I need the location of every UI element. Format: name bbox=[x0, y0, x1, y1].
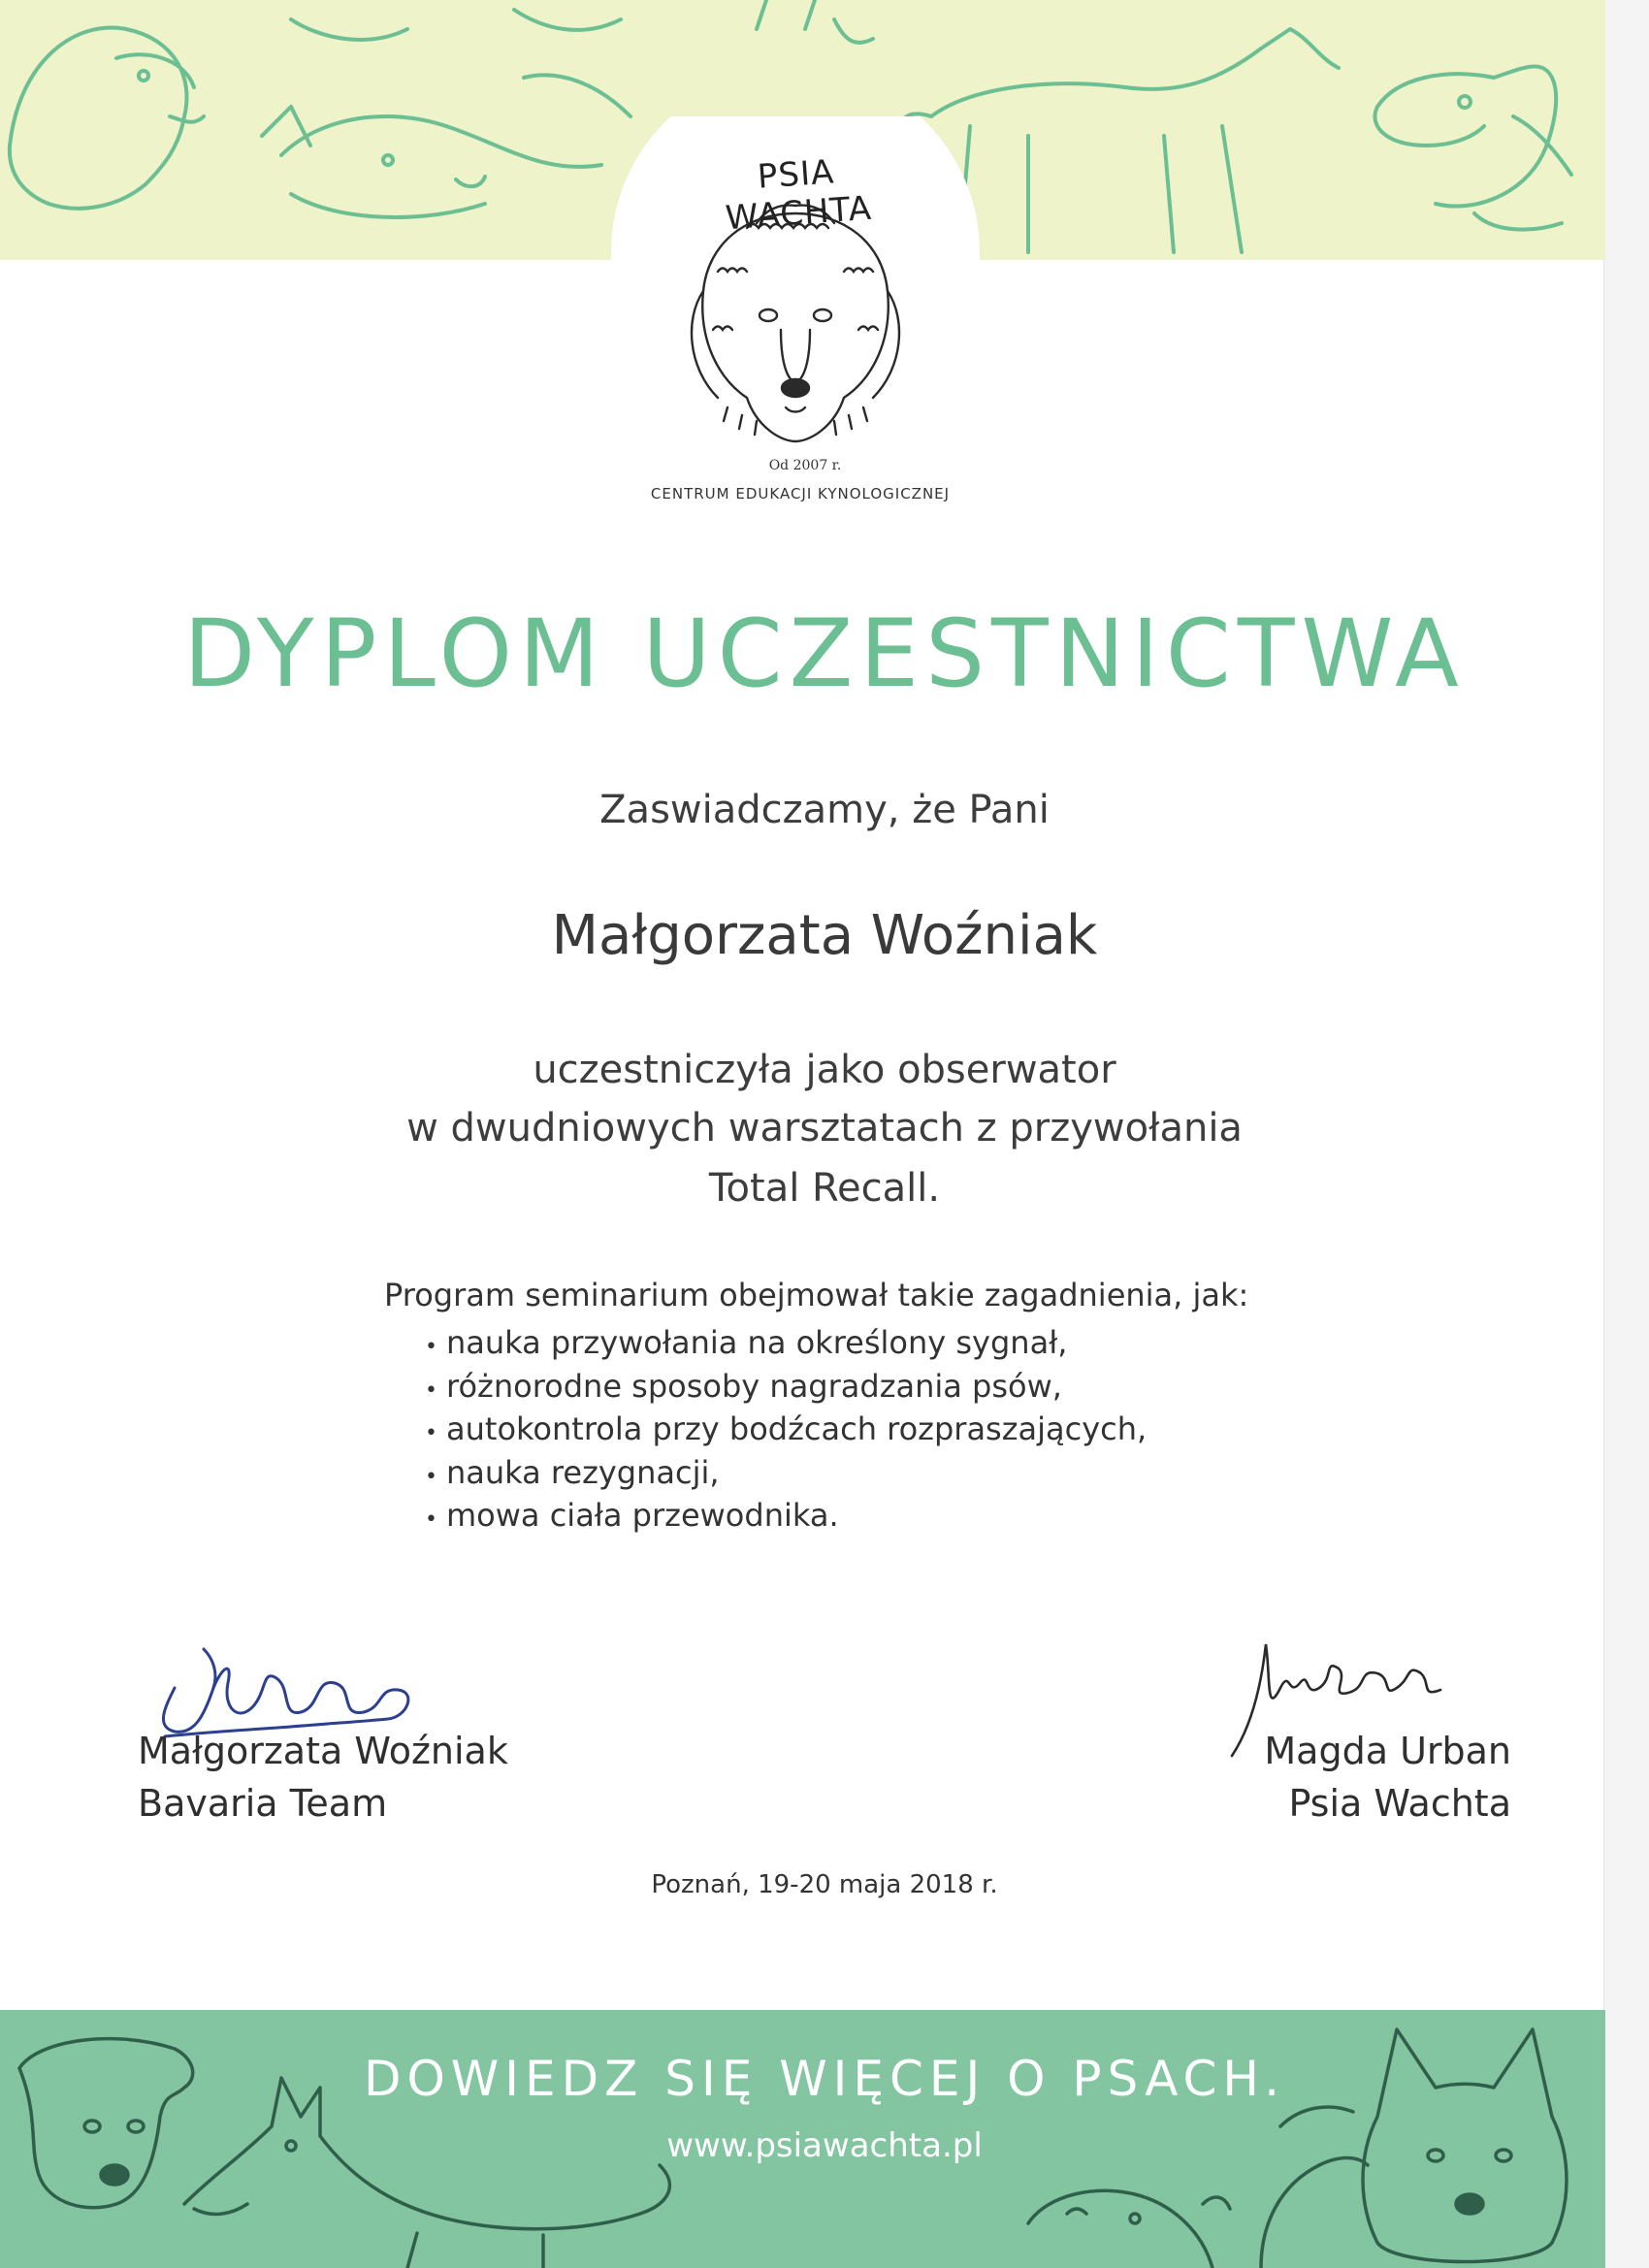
list-item bbox=[425, 1408, 1147, 1451]
bullet-icon: • bbox=[425, 1421, 437, 1445]
recipient-name: Małgorzata Woźniak bbox=[551, 904, 1098, 967]
participation-line-2: w dwudniowych warsztatach z przywołania bbox=[406, 1106, 1243, 1150]
list-item bbox=[425, 1321, 1147, 1365]
bullet-icon: • bbox=[425, 1377, 437, 1403]
participation-line-1: uczestniczyła jako obserwator bbox=[533, 1048, 1116, 1092]
signatory-right-name: Magda Urban bbox=[1264, 1730, 1511, 1772]
psia-wachta-logo bbox=[601, 116, 989, 543]
list-item bbox=[425, 1494, 1147, 1538]
topic-text: autokontrola przy bodźcach rozpraszających, bbox=[446, 1410, 1148, 1447]
bullet-icon: • bbox=[425, 1507, 437, 1532]
topic-list bbox=[425, 1321, 1147, 1538]
logo-subtitle: CENTRUM EDUKACJI KYNOLOGICZNEJ bbox=[650, 485, 951, 502]
place-date: Poznań, 19-20 maja 2018 r. bbox=[651, 1870, 998, 1899]
topic-text: mowa ciała przewodnika. bbox=[446, 1497, 839, 1534]
signatory-right-organization: Psia Wachta bbox=[1288, 1782, 1511, 1825]
footer-website-link[interactable]: www.psiawachta.pl bbox=[666, 2126, 983, 2165]
participation-line-3: Total Recall. bbox=[708, 1166, 941, 1211]
signature-right bbox=[1123, 1725, 1511, 1830]
signatory-left-name: Małgorzata Woźniak bbox=[138, 1730, 508, 1772]
footer-headline: DOWIEDZ SIĘ WIĘCEJ O PSACH. bbox=[363, 2051, 1286, 2107]
list-item bbox=[425, 1365, 1147, 1409]
list-item bbox=[425, 1451, 1147, 1495]
logo-title: PSIA WACHTA bbox=[724, 152, 874, 239]
bullet-icon: • bbox=[425, 1335, 437, 1359]
certify-line: Zaswiadczamy, że Pani bbox=[599, 788, 1050, 832]
topic-text: nauka rezygnacji, bbox=[446, 1453, 720, 1491]
diploma-heading: DYPLOM UCZESTNICTWA bbox=[183, 599, 1466, 708]
signatory-left-organization: Bavaria Team bbox=[138, 1782, 388, 1825]
topic-text: różnorodne sposoby nagradzania psów, bbox=[446, 1367, 1062, 1405]
signature-left bbox=[138, 1725, 508, 1830]
program-intro: Program seminarium obejmował takie zagadnienia, jak: bbox=[384, 1277, 1249, 1313]
logo-since: Od 2007 r. bbox=[768, 458, 842, 473]
bullet-icon: • bbox=[425, 1464, 437, 1489]
topic-text: nauka przywołania na określony sygnał, bbox=[446, 1324, 1068, 1361]
